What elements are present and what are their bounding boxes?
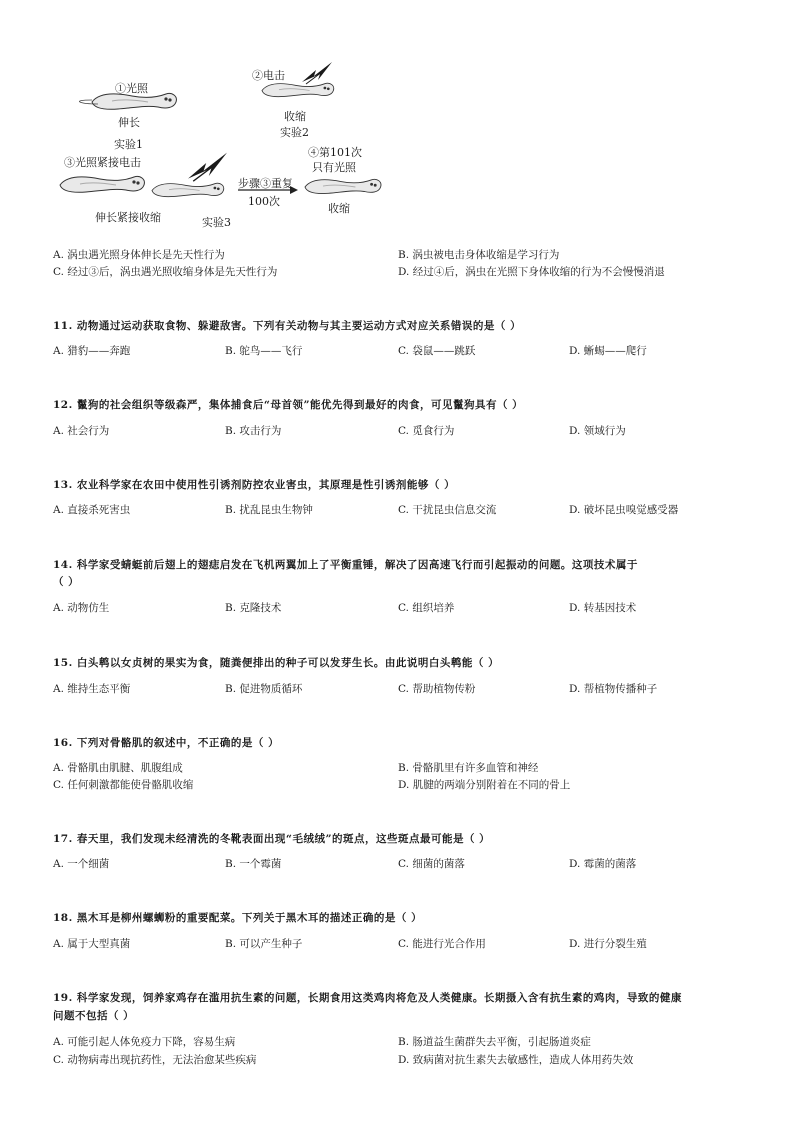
q12-option-c: C. 觅食行为: [398, 425, 455, 437]
q19-option-a: A. 可能引起人体免疫力下降，容易生病: [53, 1036, 236, 1048]
q14-option-b: B. 克隆技术: [225, 602, 282, 614]
q17-option-d: D. 霉菌的菌落: [569, 858, 637, 870]
exp1-name: 实验1: [114, 138, 143, 151]
exp2-condition: ②电击: [252, 69, 285, 82]
lightning-icon-exp2: [302, 62, 332, 84]
q14-option-a: A. 动物仿生: [53, 602, 110, 614]
exp3-name: 实验3: [202, 216, 231, 229]
q18-option-b: B. 可以产生种子: [225, 938, 303, 950]
lightning-icon-exp3: [188, 153, 227, 182]
arrow-label-bottom: 100次: [248, 195, 280, 208]
q17-option-b: B. 一个霉菌: [225, 858, 282, 870]
q13-stem: 13. 农业科学家在农田中使用性引诱剂防控农业害虫，其原理是性引诱剂能够（ ）: [53, 479, 456, 491]
q12-option-a: A. 社会行为: [53, 425, 110, 437]
q14-stem: 14. 科学家受蜻蜓前后翅上的翅痣启发在飞机两翼加上了平衡重锤，解决了因高速飞行而引起振动的问题。这项技术属于: [53, 559, 638, 571]
q17-option-c: C. 细菌的菌落: [398, 858, 465, 870]
q16-option-c: C. 任何刺激都能使骨骼肌收缩: [53, 779, 194, 791]
q13-option-c: C. 干扰昆虫信息交流: [398, 504, 497, 516]
exp1-condition: ①光照: [115, 82, 148, 95]
q12-stem: 12. 鬣狗的社会组织等级森严，集体捕食后“母首领”能优先得到最好的肉食，可见鬣狗具有（ ）: [53, 399, 524, 411]
exp4-condition-line1: ④第101次: [308, 146, 362, 159]
q15-option-c: C. 帮助植物传粉: [398, 683, 476, 695]
q11-option-c: C. 袋鼠——跳跃: [398, 345, 476, 357]
q19-option-d: D. 致病菌对抗生素失去敏感性，造成人体用药失效: [398, 1054, 634, 1066]
q11-option-b: B. 鸵鸟——飞行: [225, 345, 303, 357]
q15-option-a: A. 维持生态平衡: [53, 683, 131, 695]
q16-option-d: D. 肌腱的两端分别附着在不同的骨上: [398, 779, 571, 791]
q11-option-d: D. 蜥蜴——爬行: [569, 345, 647, 357]
q14-option-c: C. 组织培养: [398, 602, 455, 614]
q17-option-a: A. 一个细菌: [53, 858, 110, 870]
worm-exp2: [262, 83, 334, 96]
q10-option-d: D. 经过④后，涡虫在光照下身体收缩的行为不会慢慢消退: [398, 266, 665, 278]
exp1-result: 伸长: [118, 116, 140, 129]
q12-option-b: B. 攻击行为: [225, 425, 282, 437]
exp2-name: 实验2: [280, 126, 309, 139]
q16-stem: 16. 下列对骨骼肌的叙述中，不正确的是（ ）: [53, 737, 280, 749]
q19-option-b: B. 肠道益生菌群失去平衡，引起肠道炎症: [398, 1036, 591, 1048]
worm-exp3-b: [152, 183, 224, 196]
worm-exp3-a: [60, 176, 144, 192]
exp4-result: 收缩: [328, 202, 350, 215]
exp4-condition-line2: 只有光照: [312, 161, 356, 174]
q19-option-c: C. 动物病毒出现抗药性，无法治愈某些疾病: [53, 1054, 257, 1066]
q10-option-b: B. 涡虫被电击身体收缩是学习行为: [398, 249, 560, 261]
q15-option-b: B. 促进物质循环: [225, 683, 303, 695]
q18-option-a: A. 属于大型真菌: [53, 938, 131, 950]
experiment-figure: [0, 0, 794, 240]
q18-option-d: D. 进行分裂生殖: [569, 938, 647, 950]
q13-option-b: B. 扰乱昆虫生物钟: [225, 504, 313, 516]
arrow-label-top: 步骤③重复: [238, 177, 293, 190]
q11-option-a: A. 猎豹——奔跑: [53, 345, 131, 357]
exp2-result: 收缩: [284, 110, 306, 123]
exp3-condition: ③光照紧接电击: [64, 156, 141, 169]
worm-exp4: [305, 179, 381, 193]
q16-option-a: A. 骨骼肌由肌腱、肌腹组成: [53, 762, 183, 774]
q15-stem: 15. 白头鹎以女贞树的果实为食，随粪便排出的种子可以发芽生长。由此说明白头鹎能（ ）: [53, 657, 500, 669]
exp3-result: 伸长紧接收缩: [95, 211, 161, 224]
q11-stem: 11. 动物通过运动获取食物、躲避敌害。下列有关动物与其主要运动方式对应关系错误的是（ ）: [53, 320, 522, 332]
q10-option-a: A. 涡虫遇光照身体伸长是先天性行为: [53, 249, 225, 261]
q14-stem-line2: （ ）: [53, 576, 80, 588]
q17-stem: 17. 春天里，我们发现未经清洗的冬靴表面出现“毛绒绒”的斑点，这些斑点最可能是（ ）: [53, 833, 491, 845]
q12-option-d: D. 领域行为: [569, 425, 626, 437]
q18-stem: 18. 黑木耳是柳州螺蛳粉的重要配菜。下列关于黑木耳的描述正确的是（ ）: [53, 912, 423, 924]
q10-option-c: C. 经过③后，涡虫遇光照收缩身体是先天性行为: [53, 266, 278, 278]
q18-option-c: C. 能进行光合作用: [398, 938, 486, 950]
q14-option-d: D. 转基因技术: [569, 602, 637, 614]
q13-option-a: A. 直接杀死害虫: [53, 504, 131, 516]
q15-option-d: D. 帮植物传播种子: [569, 683, 658, 695]
q19-stem: 19. 科学家发现，饲养家鸡存在滥用抗生素的问题，长期食用这类鸡肉将危及人类健康。长期摄入含有抗生素的鸡肉，导致的健康: [53, 992, 682, 1004]
q16-option-b: B. 骨骼肌里有许多血管和神经: [398, 762, 539, 774]
q13-option-d: D. 破坏昆虫嗅觉感受器: [569, 504, 679, 516]
q19-stem-line2: 问题不包括（ ）: [53, 1010, 135, 1022]
